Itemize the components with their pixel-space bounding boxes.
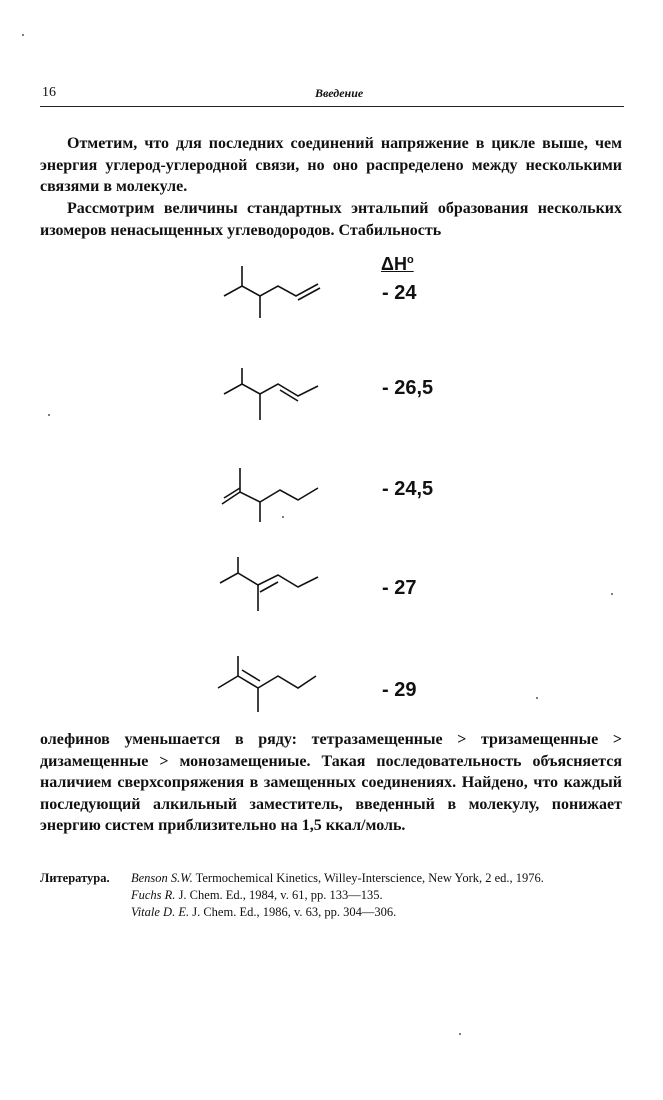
- scan-speck: [282, 516, 284, 518]
- scan-speck: [48, 414, 50, 416]
- references-label: Литература.: [40, 871, 110, 885]
- molecule-2-structure: [212, 366, 342, 426]
- running-title: Введение: [315, 86, 364, 100]
- molecule-3-structure: [212, 466, 342, 526]
- references: [40, 870, 624, 919]
- scan-speck: [611, 593, 613, 595]
- enthalpy-value-1: - 24: [382, 282, 417, 304]
- page-header: [40, 84, 624, 107]
- scan-speck: [22, 34, 24, 36]
- scan-speck: [459, 1033, 461, 1035]
- page-number: 16: [42, 85, 56, 100]
- enthalpy-value-3: - 24,5: [382, 478, 434, 500]
- enthalpy-header: $\Delta H^o$: [381, 254, 414, 274]
- molecule-1-structure: [212, 262, 342, 322]
- paragraph-1: Отметим, что для последних соединений напряжение в цикле выше, чем энергия углерод-углеродной связи, но оно распределено между несколькими связями в молекуле.: [40, 135, 622, 195]
- enthalpy-value-5: - 29: [382, 679, 417, 701]
- enthalpy-value-2: - 26,5: [382, 377, 434, 399]
- molecule-5-structure: [212, 654, 342, 716]
- enthalpy-value-4: - 27: [382, 577, 417, 599]
- molecule-4-structure: [212, 555, 342, 615]
- paragraph-3: олефинов уменьшается в ряду: тетразамещенные > тризамещенные > дизамещенные > монозамещениые. Такая последовательность объясняется наличием сверхсопряжения в замещенных соединениях. Найдено, что каждый последующий алкильный заместитель, введенный в молекулу, понижает энергию систем приблизительно на 1,5 ккал/моль.: [40, 731, 622, 834]
- reference-item: Benson S.W. Termochemical Kinetics, Willey-Interscience, New York, 2 ed., 1976.: [131, 871, 544, 885]
- reference-item: Vitale D. E. J. Chem. Ed., 1986, v. 63, pp. 304—306.: [131, 905, 397, 919]
- scan-speck: [536, 697, 538, 699]
- references-list: [131, 870, 624, 921]
- reference-item: Fuchs R. J. Chem. Ed., 1984, v. 61, pp. 133—135.: [131, 888, 383, 902]
- paragraph-2: Рассмотрим величины стандартных энтальпий образования нескольких изомеров ненасыщенных углеводородов. Стабильность: [40, 200, 622, 239]
